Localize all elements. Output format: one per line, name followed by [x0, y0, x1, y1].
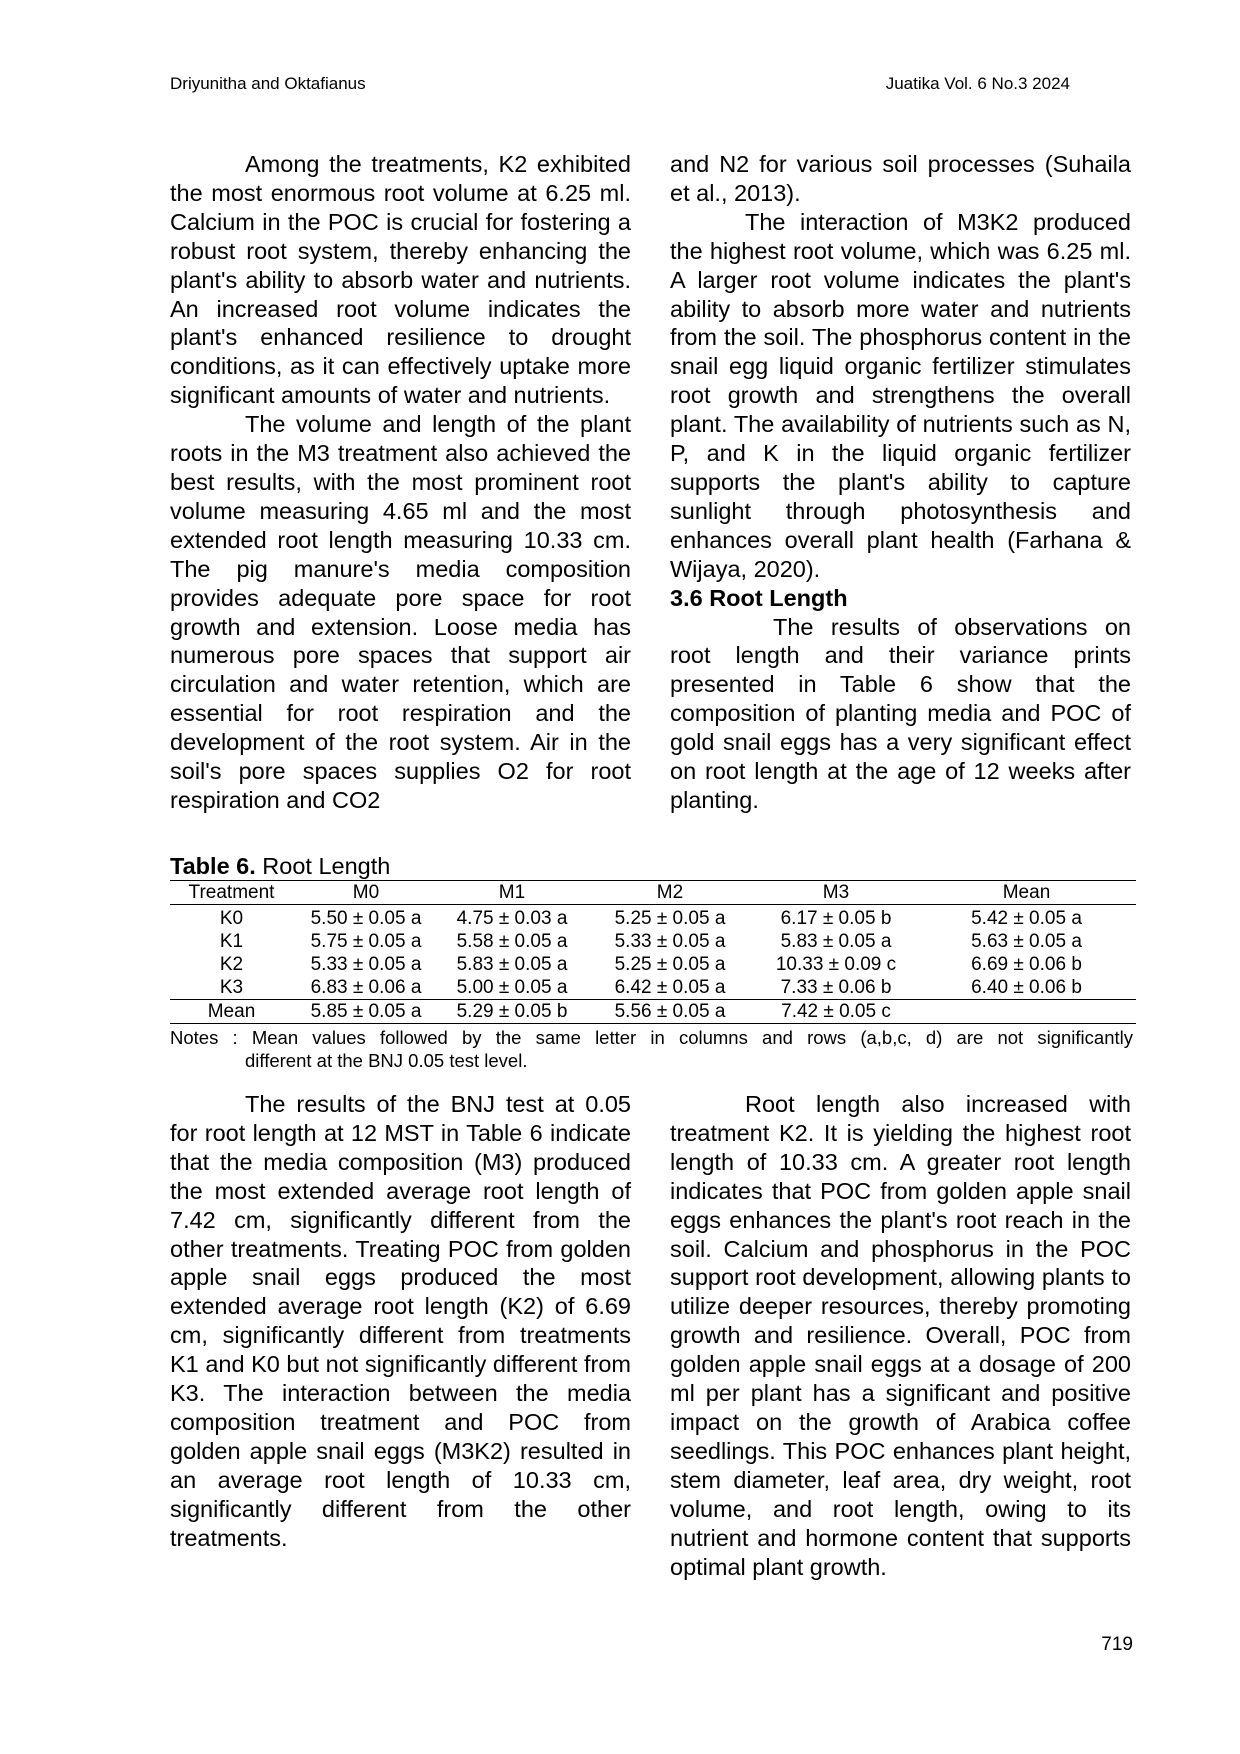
table-notes-line: Notes : Mean values followed by the same letter in columns and rows (a,b,c, d) are not significantly	[170, 1027, 1133, 1048]
table-row	[170, 953, 1136, 976]
text-column-top-left	[170, 150, 631, 815]
table-cell: 5.50 ± 0.05 a	[310, 908, 422, 929]
text-column-bottom-right	[670, 1090, 1131, 1581]
table-cell: 5.58 ± 0.05 a	[456, 931, 568, 952]
table-caption-label: Table 6.	[170, 853, 256, 879]
table-header-row	[170, 881, 1136, 905]
page-number: 719	[1101, 1634, 1133, 1655]
table-row	[170, 905, 1136, 931]
table-cell: 5.33 ± 0.05 a	[310, 954, 422, 975]
table-cell: 5.42 ± 0.05 a	[971, 908, 1082, 929]
table-cell: 5.29 ± 0.05 b	[439, 1000, 585, 1024]
table-row	[170, 976, 1136, 1000]
table-notes-line: different at the BNJ 0.05 test level.	[245, 1050, 528, 1071]
table-cell: K1	[219, 931, 244, 952]
paragraph: Among the treatments, K2 exhibited the most enormous root volume at 6.25 ml. Calcium in the POC is crucial for fostering a robust root system, thereby enhancing the plant's ability to absorb water and nutrients. An increased root volume indicates the plant's enhanced resilience to drought conditions, as it can effectively uptake more significant amounts of water and nutrients.	[170, 151, 631, 409]
table-cell: 6.42 ± 0.05 a	[614, 977, 726, 998]
table-cell: 5.83 ± 0.05 a	[456, 954, 568, 975]
paragraph: Root length also increased with treatment K2. It is yielding the highest root length of 10.33 cm. A greater root length indicates that POC from golden apple snail eggs enhances the plant's root reach in the soil. Calcium and phosphorus in the POC support root development, allowing plants to utilize deeper resources, thereby promoting growth and resilience. Overall, POC from golden apple snail eggs at a dosage of 200 ml per plant has a significant and positive impact on the growth of Arabica coffee seedlings. This POC enhances plant height, stem diameter, leaf area, dry weight, root volume, and root length, owing to its nutrient and hormone content that supports optimal plant growth.	[670, 1091, 1131, 1580]
table-cell: 4.75 ± 0.03 a	[456, 908, 568, 929]
table-header-cell: M3	[755, 881, 917, 905]
table-cell: 5.85 ± 0.05 a	[293, 1000, 439, 1024]
table-cell: 5.25 ± 0.05 a	[614, 954, 726, 975]
table-cell: 5.25 ± 0.05 a	[614, 908, 726, 929]
table-cell: 6.40 ± 0.06 b	[971, 977, 1082, 998]
table-cell: 7.42 ± 0.05 c	[755, 1000, 917, 1024]
table-header-cell: M2	[585, 881, 755, 905]
table-cell: 5.56 ± 0.05 a	[585, 1000, 755, 1024]
header-journal: Juatika Vol. 6 No.3 2024	[885, 74, 1070, 93]
table-header-cell: Mean	[917, 881, 1136, 905]
table-cell	[917, 1000, 1136, 1024]
table-cell: 6.69 ± 0.06 b	[971, 954, 1082, 975]
table-cell: 5.33 ± 0.05 a	[614, 931, 726, 952]
header-authors: Driyunitha and Oktafianus	[170, 74, 366, 93]
table-caption	[170, 852, 390, 880]
table-cell: 7.33 ± 0.06 b	[780, 977, 892, 998]
table-caption-text: Root Length	[255, 853, 391, 879]
paragraph: The volume and length of the plant roots in the M3 treatment also achieved the best results, with the most prominent root volume measuring 4.65 ml and the most extended root length measuring 10.33 cm. The pig manure's media composition provides adequate pore space for root growth and extension. Loose media has numerous pore spaces that support air circulation and water retention, which are essential for root respiration and the development of the root system. Air in the soil's pore spaces supplies O2 for root respiration and CO2	[170, 411, 631, 813]
table-cell: 6.17 ± 0.05 b	[780, 908, 892, 929]
table-notes	[170, 1026, 1133, 1072]
text-column-bottom-left	[170, 1090, 631, 1553]
table-mean-row	[170, 1000, 1136, 1024]
table-cell: 6.83 ± 0.06 a	[310, 977, 422, 998]
paragraph: The results of observations on root length and their variance prints presented in Table 6 show that the composition of planting media and POC of gold snail eggs has a very significant effect on root length at the age of 12 weeks after planting.	[670, 613, 1131, 813]
table-row	[170, 930, 1136, 953]
paragraph: The results of the BNJ test at 0.05 for root length at 12 MST in Table 6 indicate that the media composition (M3) produced the most extended average root length of 7.42 cm, significantly different from the other treatments. Treating POC from golden apple snail eggs produced the most extended average root length (K2) of 6.69 cm, significantly different from treatments K1 and K0 but not significantly different from K3. The interaction between the media composition treatment and POC from golden apple snail eggs (M3K2) resulted in an average root length of 10.33 cm, significantly different from the other treatments.	[170, 1091, 631, 1551]
table-cell: 5.63 ± 0.05 a	[971, 931, 1082, 952]
table-cell: 10.33 ± 0.09 c	[775, 954, 897, 975]
table-header-cell: M1	[439, 881, 585, 905]
paragraph: and N2 for various soil processes (Suhaila et al., 2013).	[670, 151, 1131, 206]
root-length-table	[170, 880, 1136, 1024]
table-cell: 5.00 ± 0.05 a	[456, 977, 568, 998]
running-header	[170, 74, 1070, 94]
section-heading: 3.6 Root Length	[670, 584, 848, 611]
table-cell: Mean	[170, 1000, 293, 1024]
table-cell: K3	[219, 977, 244, 998]
text-column-top-right	[670, 150, 1131, 815]
table-cell: K0	[219, 908, 244, 929]
table-cell: 5.83 ± 0.05 a	[780, 931, 892, 952]
table-cell: 5.75 ± 0.05 a	[310, 931, 422, 952]
table-cell: K2	[219, 954, 244, 975]
paragraph: The interaction of M3K2 produced the highest root volume, which was 6.25 ml. A larger root volume indicates the plant's ability to absorb more water and nutrients from the soil. The phosphorus content in the snail egg liquid organic fertilizer stimulates root growth and strengthens the overall plant. The availability of nutrients such as N, P, and K in the liquid organic fertilizer supports the plant's ability to capture sunlight through photosynthesis and enhances overall plant health (Farhana & Wijaya, 2020).	[670, 208, 1131, 582]
table-header-cell: Treatment	[170, 881, 293, 905]
table-header-cell: M0	[293, 881, 439, 905]
